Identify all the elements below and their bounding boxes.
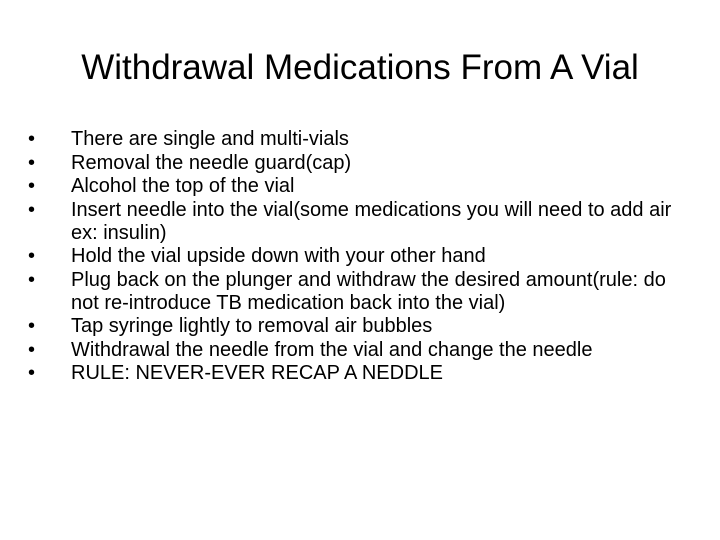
bullet-text: RULE: NEVER-EVER RECAP A NEDDLE <box>71 362 443 384</box>
list-item <box>28 199 688 245</box>
bullet-text: Alcohol the top of the vial <box>71 175 295 197</box>
list-item <box>28 339 688 362</box>
bullet-text: Removal the needle guard(cap) <box>71 151 352 174</box>
slide-title: Withdrawal Medications From A Vial <box>81 48 639 87</box>
bullet-text: Insert needle into the vial(some medications you will need to add air ex: insulin) <box>71 198 672 244</box>
bullet-text: Tap syringe lightly to removal air bubbles <box>71 315 433 337</box>
bullet-icon: • <box>28 175 36 197</box>
list-item <box>28 175 688 198</box>
bullet-text: There are single and multi-vials <box>71 128 349 150</box>
bullet-icon: • <box>28 128 36 150</box>
bullet-text: Withdrawal the needle from the vial and change the needle <box>71 338 593 361</box>
bullet-icon: • <box>28 245 36 267</box>
list-item <box>28 152 688 175</box>
list-item <box>28 245 688 268</box>
bullet-icon: • <box>28 315 36 337</box>
list-item <box>28 269 688 315</box>
bullet-list <box>28 128 688 386</box>
list-item <box>28 128 688 151</box>
bullet-icon: • <box>28 198 36 221</box>
list-item <box>28 362 688 385</box>
bullet-icon: • <box>28 338 36 361</box>
bullet-text: Hold the vial upside down with your other hand <box>71 245 486 267</box>
bullet-text: Plug back on the plunger and withdraw the desired amount(rule: do not re-introduce TB medication back into the vial) <box>71 268 666 314</box>
list-item <box>28 315 688 338</box>
bullet-icon: • <box>28 362 36 384</box>
bullet-icon: • <box>28 151 36 174</box>
bullet-icon: • <box>28 268 36 291</box>
